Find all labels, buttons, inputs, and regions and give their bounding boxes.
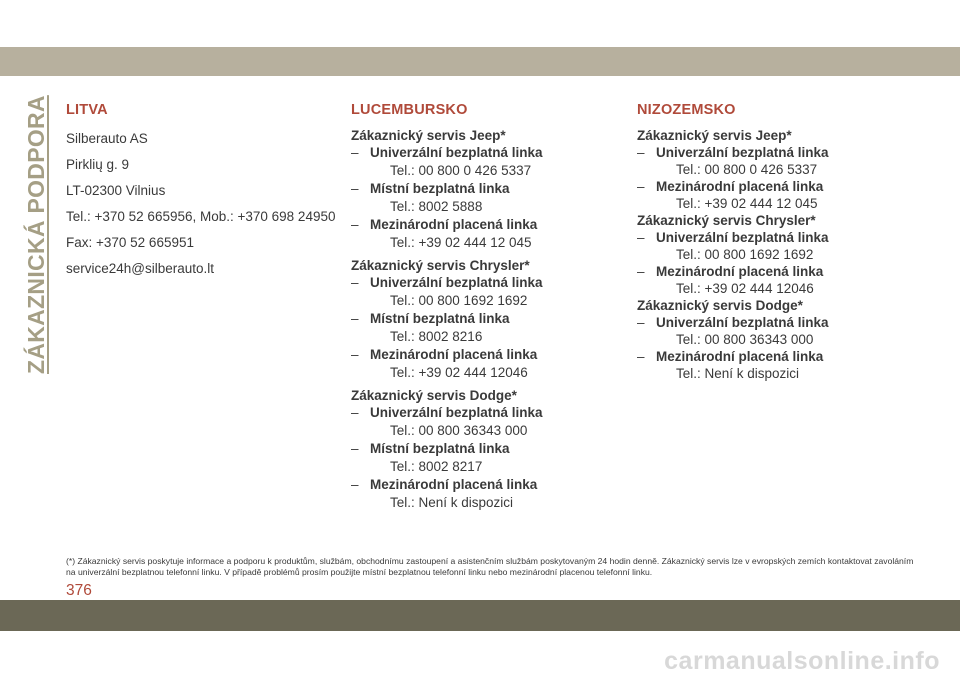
phone-number: Tel.: 00 800 36343 000 <box>390 423 528 438</box>
line-label: Místní bezplatná linka <box>370 181 510 196</box>
service-name: Zákaznický servis Jeep* <box>637 128 792 143</box>
column-litva <box>66 102 341 286</box>
watermark: carmanualsonline.info <box>664 647 940 675</box>
dash: – <box>637 264 645 279</box>
phone-number: Tel.: +39 02 444 12 045 <box>676 196 818 211</box>
service-item <box>637 144 927 161</box>
heading-litva: LITVA <box>66 102 108 118</box>
heading-lucembursko: LUCEMBURSKO <box>351 102 468 118</box>
service-name: Zákaznický servis Dodge* <box>351 388 517 403</box>
service-item <box>637 314 927 331</box>
litva-line-phone: Tel.: +370 52 665956, Mob.: +370 698 24950 <box>66 209 336 224</box>
dash: – <box>351 347 359 362</box>
service-block <box>351 387 621 512</box>
litva-line-city: LT-02300 Vilnius <box>66 183 166 198</box>
dash: – <box>351 181 359 196</box>
phone-number: Tel.: Není k dispozici <box>390 495 514 510</box>
column-lucembursko <box>351 102 621 517</box>
dash: – <box>637 230 645 245</box>
phone-number: Tel.: 00 800 36343 000 <box>676 332 814 347</box>
phone-number: Tel.: +39 02 444 12 045 <box>390 235 532 250</box>
service-block <box>637 297 927 382</box>
column-nizozemsko <box>637 102 927 382</box>
service-item <box>351 440 621 458</box>
dash: – <box>351 477 359 492</box>
phone-number: Tel.: 00 800 0 426 5337 <box>390 163 532 178</box>
service-name: Zákaznický servis Dodge* <box>637 298 803 313</box>
service-block <box>351 257 621 382</box>
service-item <box>637 178 927 195</box>
service-name: Zákaznický servis Jeep* <box>351 128 506 143</box>
dash: – <box>351 145 359 160</box>
top-band <box>0 47 960 76</box>
service-item <box>351 310 621 328</box>
service-item <box>637 263 927 280</box>
dash: – <box>637 179 645 194</box>
line-label: Univerzální bezplatná linka <box>370 405 543 420</box>
dash: – <box>351 275 359 290</box>
phone-number: Tel.: +39 02 444 12046 <box>390 365 528 380</box>
phone-number: Tel.: +39 02 444 12046 <box>676 281 814 296</box>
service-name: Zákaznický servis Chrysler* <box>637 213 816 228</box>
litva-line-street: Pirklių g. 9 <box>66 157 130 172</box>
service-item <box>351 346 621 364</box>
service-block <box>637 212 927 297</box>
litva-line-fax: Fax: +370 52 665951 <box>66 235 194 250</box>
line-label: Univerzální bezplatná linka <box>370 145 543 160</box>
footnote: (*) Zákaznický servis poskytuje informace a podporu k produktům, službám, obchodnímu zastoupení a asistenčním službám poskytovaným 24 hodin denně. Zákaznický servis lze v evropských zemích kontaktovat zavoláním na univerzální bezplatnou telefonní linku. V případě problémů prosím použijte místní bezplatnou telefonní linku nebo mezinárodní placenou telefonní linku. <box>66 556 914 577</box>
line-label: Mezinárodní placená linka <box>370 217 538 232</box>
heading-nizozemsko: NIZOZEMSKO <box>637 102 736 118</box>
side-section-title: ZÁKAZNICKÁ PODPORA <box>23 95 49 374</box>
line-label: Mezinárodní placená linka <box>656 179 824 194</box>
service-block <box>637 127 927 212</box>
service-item <box>351 180 621 198</box>
line-label: Mezinárodní placená linka <box>370 347 538 362</box>
line-label: Univerzální bezplatná linka <box>656 230 829 245</box>
line-label: Univerzální bezplatná linka <box>656 315 829 330</box>
service-name: Zákaznický servis Chrysler* <box>351 258 530 273</box>
phone-number: Tel.: 8002 8216 <box>390 329 483 344</box>
phone-number: Tel.: Není k dispozici <box>676 366 800 381</box>
line-label: Mezinárodní placená linka <box>370 477 538 492</box>
service-item <box>351 476 621 494</box>
phone-number: Tel.: 00 800 0 426 5337 <box>676 162 818 177</box>
bottom-band <box>0 600 960 631</box>
dash: – <box>637 349 645 364</box>
line-label: Místní bezplatná linka <box>370 311 510 326</box>
phone-number: Tel.: 00 800 1692 1692 <box>390 293 528 308</box>
line-label: Mezinárodní placená linka <box>656 264 824 279</box>
service-item <box>351 274 621 292</box>
phone-number: Tel.: 8002 5888 <box>390 199 483 214</box>
page-number: 376 <box>66 582 92 599</box>
dash: – <box>351 311 359 326</box>
dash: – <box>351 441 359 456</box>
line-label: Univerzální bezplatná linka <box>370 275 543 290</box>
phone-number: Tel.: 8002 8217 <box>390 459 483 474</box>
dash: – <box>637 315 645 330</box>
litva-line-company: Silberauto AS <box>66 131 148 146</box>
service-block <box>351 127 621 252</box>
service-item <box>637 229 927 246</box>
service-item <box>351 216 621 234</box>
line-label: Mezinárodní placená linka <box>656 349 824 364</box>
phone-number: Tel.: 00 800 1692 1692 <box>676 247 814 262</box>
line-label: Univerzální bezplatná linka <box>656 145 829 160</box>
dash: – <box>351 217 359 232</box>
line-label: Místní bezplatná linka <box>370 441 510 456</box>
service-item <box>351 404 621 422</box>
dash: – <box>351 405 359 420</box>
dash: – <box>637 145 645 160</box>
litva-line-email: service24h@silberauto.lt <box>66 261 215 276</box>
service-item <box>351 144 621 162</box>
service-item <box>637 348 927 365</box>
